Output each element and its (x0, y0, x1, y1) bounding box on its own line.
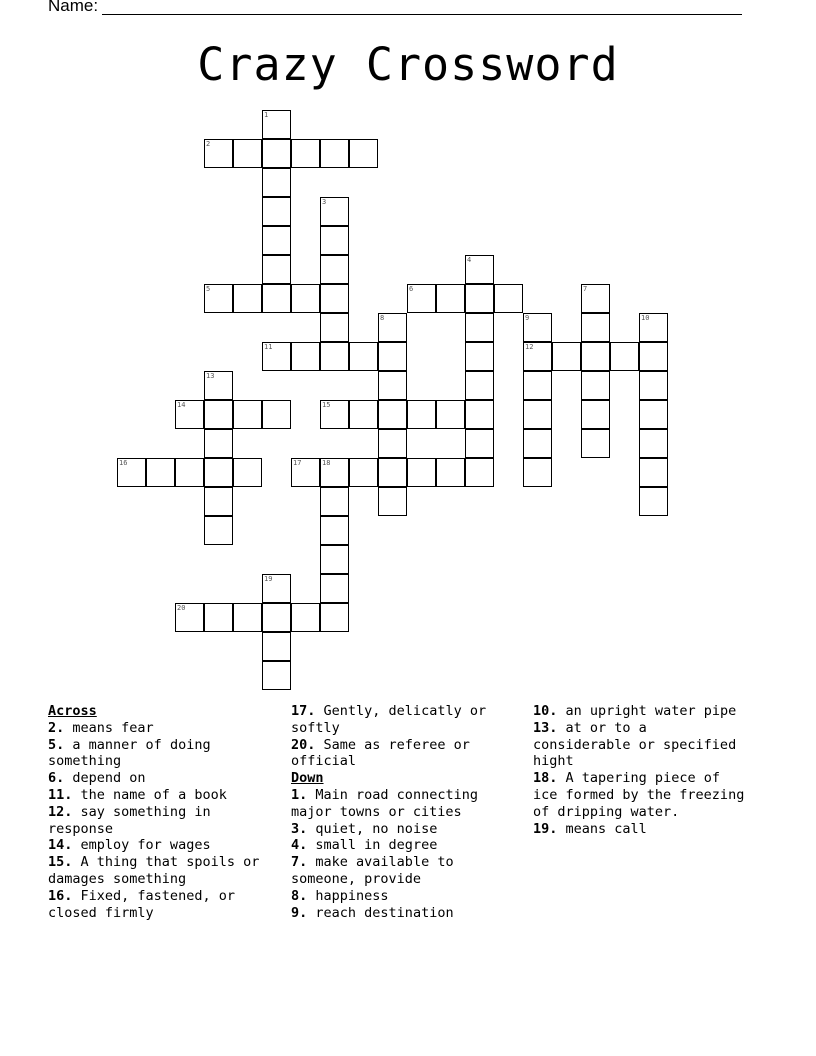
clue-across-14: 14. employ for wages (48, 837, 211, 854)
clue-number: 12 (525, 343, 534, 351)
grid-cell[interactable] (262, 342, 291, 371)
clue-across-12: 12. say something in response (48, 803, 211, 837)
grid-cell[interactable] (204, 284, 233, 313)
grid-cell[interactable] (175, 458, 204, 487)
grid-cell[interactable] (523, 400, 552, 429)
grid-cell[interactable] (320, 516, 349, 545)
grid-cell[interactable] (465, 429, 494, 458)
clue-number: 9 (525, 314, 530, 322)
grid-cell[interactable] (639, 487, 668, 516)
clue-number: 11 (264, 343, 273, 351)
grid-cell[interactable] (233, 284, 262, 313)
clue-number: 1 (264, 111, 269, 119)
grid-cell[interactable] (465, 371, 494, 400)
clue-down-4: 4. small in degree (291, 837, 438, 854)
clue-number: 18 (322, 459, 331, 467)
grid-cell[interactable] (581, 400, 610, 429)
across-heading: Across (48, 703, 97, 719)
grid-cell[interactable] (581, 342, 610, 371)
grid-cell[interactable] (204, 516, 233, 545)
clue-across-15: 15. A thing that spoils or damages something (48, 854, 260, 887)
grid-cell[interactable] (610, 342, 639, 371)
grid-cell[interactable] (204, 487, 233, 516)
grid-cell[interactable] (465, 313, 494, 342)
grid-cell[interactable] (262, 632, 291, 661)
clue-down-18: 18. A tapering piece of ice formed by the freezing of dripping water. (533, 770, 745, 820)
grid-cell[interactable] (320, 226, 349, 255)
down-heading: Down (291, 770, 324, 787)
clue-across-2: 2. means fear (48, 719, 154, 736)
clue-number: 2 (206, 140, 211, 148)
grid-cell[interactable] (523, 342, 552, 371)
grid-cell[interactable] (523, 313, 552, 342)
clue-column-1 (48, 703, 280, 921)
clue-number: 15 (322, 401, 331, 409)
grid-cell[interactable] (465, 458, 494, 487)
grid-cell[interactable] (204, 400, 233, 429)
clue-number: 6 (409, 285, 414, 293)
grid-cell[interactable] (378, 400, 407, 429)
grid-cell[interactable] (320, 284, 349, 313)
grid-cell[interactable] (262, 110, 291, 139)
grid-cell[interactable] (436, 400, 465, 429)
clue-across-16: 16. Fixed, fastened, or closed firmly (48, 887, 235, 921)
grid-cell[interactable] (581, 371, 610, 400)
clue-down-9: 9. reach destination (291, 904, 454, 921)
grid-cell[interactable] (639, 429, 668, 458)
grid-cell[interactable] (407, 400, 436, 429)
grid-cell[interactable] (320, 139, 349, 168)
grid-cell[interactable] (320, 487, 349, 516)
clue-down-19: 19. means call (533, 820, 647, 837)
grid-cell[interactable] (349, 458, 378, 487)
grid-cell[interactable] (233, 603, 262, 632)
clue-number: 3 (322, 198, 327, 206)
grid-cell[interactable] (639, 342, 668, 371)
grid-cell[interactable] (378, 371, 407, 400)
grid-cell[interactable] (175, 603, 204, 632)
grid-cell[interactable] (378, 487, 407, 516)
grid-cell[interactable] (378, 458, 407, 487)
grid-cell[interactable] (378, 342, 407, 371)
grid-cell[interactable] (581, 429, 610, 458)
grid-cell[interactable] (349, 342, 378, 371)
clue-number: 8 (380, 314, 385, 322)
grid-cell[interactable] (407, 284, 436, 313)
grid-cell[interactable] (291, 342, 320, 371)
grid-cell[interactable] (262, 574, 291, 603)
clue-down-7: 7. make available to someone, provide (291, 854, 454, 887)
clue-number: 17 (293, 459, 302, 467)
grid-cell[interactable] (291, 139, 320, 168)
grid-cell[interactable] (262, 400, 291, 429)
grid-cell[interactable] (436, 284, 465, 313)
clue-across-6: 6. depend on (48, 770, 146, 787)
grid-cell[interactable] (117, 458, 146, 487)
clue-down-3: 3. quiet, no noise (291, 820, 438, 837)
page-title: Crazy Crossword (197, 38, 619, 91)
grid-cell[interactable] (320, 313, 349, 342)
grid-cell[interactable] (320, 342, 349, 371)
grid-cell[interactable] (349, 400, 378, 429)
clue-number: 14 (177, 401, 186, 409)
grid-cell[interactable] (465, 400, 494, 429)
grid-cell[interactable] (320, 400, 349, 429)
clue-number: 7 (583, 285, 588, 293)
grid-cell[interactable] (639, 400, 668, 429)
clue-down-10: 10. an upright water pipe (533, 703, 737, 719)
clue-across-17: 17. Gently, delicatly or softly (291, 703, 487, 736)
grid-cell[interactable] (204, 458, 233, 487)
grid-cell[interactable] (523, 371, 552, 400)
grid-cell[interactable] (262, 284, 291, 313)
grid-cell[interactable] (465, 284, 494, 313)
clue-across-11: 11. the name of a book (48, 786, 227, 803)
clue-number: 10 (641, 314, 650, 322)
clue-number: 13 (206, 372, 215, 380)
grid-cell[interactable] (262, 661, 291, 690)
grid-cell[interactable] (494, 284, 523, 313)
grid-cell[interactable] (204, 603, 233, 632)
grid-cell[interactable] (262, 139, 291, 168)
clue-number: 20 (177, 604, 186, 612)
grid-cell[interactable] (581, 284, 610, 313)
name-label: Name: (48, 0, 99, 15)
grid-cell[interactable] (465, 342, 494, 371)
clue-across-5: 5. a manner of doing something (48, 736, 211, 770)
grid-cell[interactable] (146, 458, 175, 487)
grid-cell[interactable] (639, 458, 668, 487)
grid-cell[interactable] (378, 313, 407, 342)
grid-cell[interactable] (552, 342, 581, 371)
grid-cell[interactable] (262, 226, 291, 255)
clue-number: 19 (264, 575, 273, 583)
grid-cell[interactable] (204, 371, 233, 400)
grid-cell[interactable] (320, 603, 349, 632)
grid-cell[interactable] (262, 168, 291, 197)
grid-cell[interactable] (320, 574, 349, 603)
clue-column-2 (291, 703, 523, 921)
grid-cell[interactable] (204, 139, 233, 168)
grid-cell[interactable] (262, 255, 291, 284)
grid-cell[interactable] (378, 429, 407, 458)
grid-cell[interactable] (349, 139, 378, 168)
grid-cell[interactable] (581, 313, 610, 342)
grid-cell[interactable] (320, 197, 349, 226)
grid-cell[interactable] (436, 458, 465, 487)
grid-cell[interactable] (320, 255, 349, 284)
clue-down-8: 8. happiness (291, 887, 389, 904)
grid-cell[interactable] (204, 429, 233, 458)
clue-number: 16 (119, 459, 128, 467)
grid-cell[interactable] (465, 255, 494, 284)
clue-number: 5 (206, 285, 211, 293)
grid-cell[interactable] (407, 458, 436, 487)
grid-cell[interactable] (175, 400, 204, 429)
grid-cell[interactable] (291, 603, 320, 632)
grid-cell[interactable] (320, 458, 349, 487)
grid-cell[interactable] (320, 545, 349, 574)
grid-cell[interactable] (233, 139, 262, 168)
clue-down-1: 1. Main road connecting major towns or cities (291, 786, 478, 820)
clue-column-3 (533, 703, 745, 837)
grid-cell[interactable] (291, 458, 320, 487)
grid-cell[interactable] (262, 197, 291, 226)
grid-cell[interactable] (233, 458, 262, 487)
grid-cell[interactable] (291, 284, 320, 313)
clue-number: 4 (467, 256, 472, 264)
grid-cell[interactable] (639, 371, 668, 400)
grid-cell[interactable] (523, 458, 552, 487)
grid-cell[interactable] (233, 400, 262, 429)
grid-cell[interactable] (262, 603, 291, 632)
grid-cell[interactable] (523, 429, 552, 458)
clue-across-20: 20. Same as referee or official (291, 736, 470, 770)
clue-down-13: 13. at or to a considerable or specified hight (533, 719, 737, 770)
grid-cell[interactable] (639, 313, 668, 342)
